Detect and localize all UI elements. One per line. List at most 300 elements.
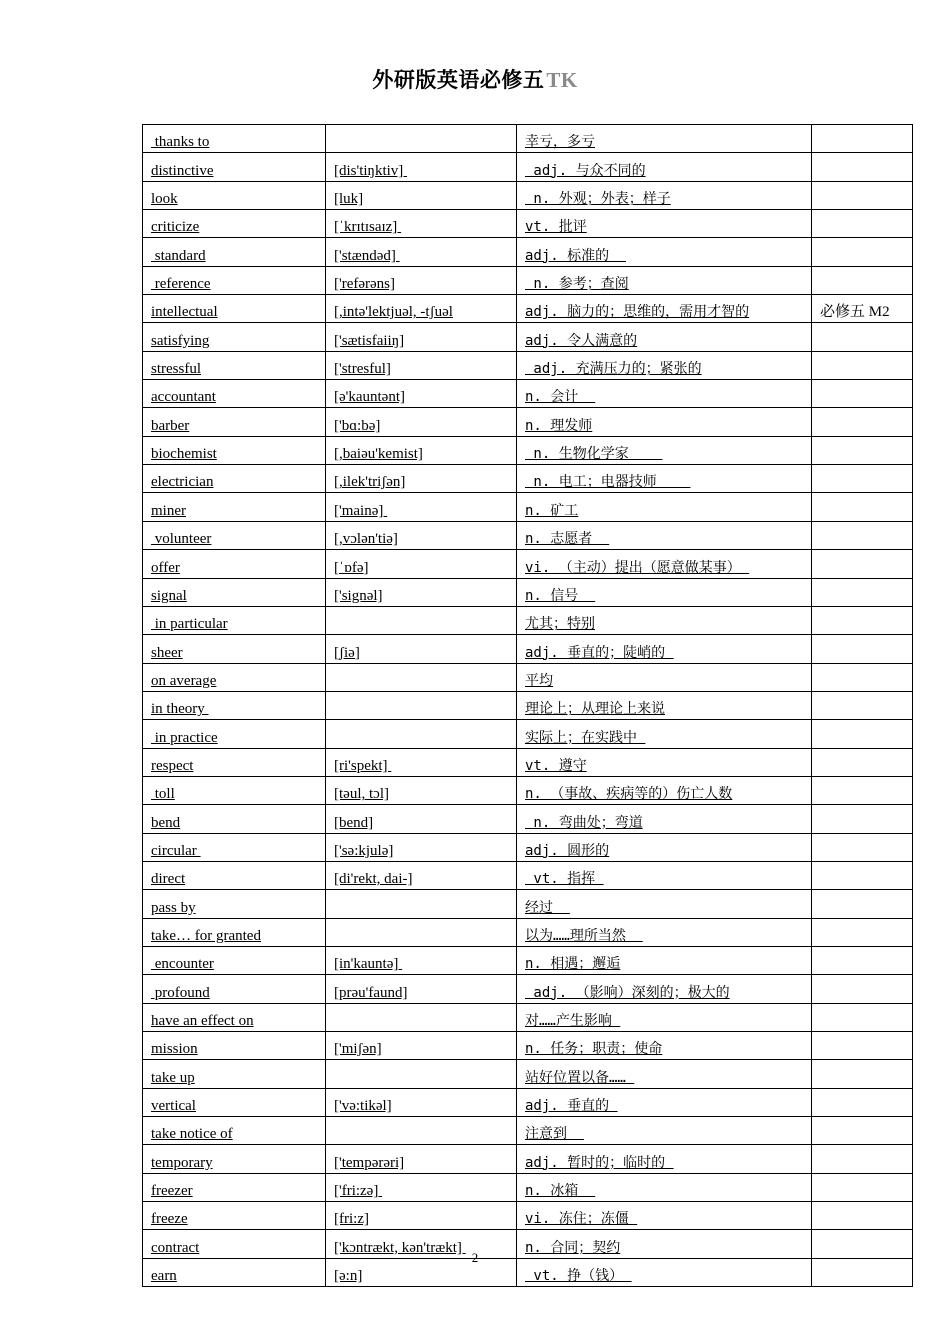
vocab-meaning-cell: [517, 436, 812, 464]
vocab-phonetic-cell: [326, 861, 517, 889]
vocab-word-cell: [143, 946, 326, 974]
vocab-note-cell: [812, 1003, 913, 1031]
vocab-phonetic-cell: [326, 776, 517, 804]
vocab-phonetic-cell: [326, 890, 517, 918]
vocab-word-cell: [143, 125, 326, 153]
table-row: [143, 1032, 913, 1060]
table-row: [143, 1088, 913, 1116]
vocab-phonetic-cell: [326, 720, 517, 748]
vocab-word: volunteer: [151, 531, 212, 548]
vocab-meaning: n. 冰箱: [525, 1183, 596, 1200]
vocab-phonetic: [luk]: [334, 191, 364, 208]
vocabulary-table: [142, 124, 913, 1287]
vocab-word: contract: [151, 1239, 200, 1256]
table-row: [143, 946, 913, 974]
vocab-meaning-cell: [517, 1202, 812, 1230]
table-row: [143, 1060, 913, 1088]
vocab-word: freeze: [151, 1211, 188, 1228]
vocab-word-cell: [143, 408, 326, 436]
vocab-meaning-cell: [517, 890, 812, 918]
table-row: [143, 720, 913, 748]
vocab-phonetic-cell: [326, 266, 517, 294]
vocab-meaning-cell: [517, 918, 812, 946]
vocab-meaning: 对……产生影响: [525, 1013, 621, 1029]
vocab-meaning-cell: [517, 1117, 812, 1145]
vocab-note-cell: [812, 125, 913, 153]
vocab-note-cell: [812, 975, 913, 1003]
vocab-phonetic: [təul, tɔl]: [334, 786, 389, 803]
vocab-phonetic-cell: [326, 521, 517, 549]
vocab-note-cell: [812, 1117, 913, 1145]
vocab-word: take… for granted: [151, 927, 261, 944]
vocab-word: toll: [151, 786, 175, 803]
vocab-word: biochemist: [151, 446, 217, 463]
vocab-word-cell: [143, 323, 326, 351]
vocab-word-cell: [143, 210, 326, 238]
vocab-word: barber: [151, 417, 190, 434]
vocab-meaning: vt. 挣（钱）: [525, 1268, 632, 1285]
vocab-phonetic-cell: [326, 1117, 517, 1145]
vocab-word: distinctive: [151, 162, 214, 179]
vocab-phonetic-cell: [326, 1003, 517, 1031]
vocab-meaning-cell: [517, 1088, 812, 1116]
vocab-word-cell: [143, 1145, 326, 1173]
vocab-word: circular: [151, 842, 201, 859]
vocab-phonetic-cell: [326, 125, 517, 153]
vocab-word-cell: [143, 493, 326, 521]
vocab-word: encounter: [151, 956, 214, 973]
vocab-phonetic: ['mainə]: [334, 502, 388, 519]
vocab-meaning: 以为……理所当然: [525, 927, 643, 944]
table-row: [143, 1202, 913, 1230]
vocab-phonetic-cell: [326, 1202, 517, 1230]
vocab-phonetic: ['miʃən]: [334, 1041, 382, 1058]
vocab-word: in theory: [151, 701, 209, 718]
vocab-phonetic-cell: [326, 181, 517, 209]
table-row: [143, 521, 913, 549]
vocab-phonetic: [ˈɒfə]: [334, 559, 369, 576]
vocab-word: take up: [151, 1069, 195, 1086]
vocab-meaning: vt. 指挥: [525, 871, 604, 888]
vocab-phonetic: [ʃiə]: [334, 644, 360, 661]
vocab-phonetic-cell: [326, 805, 517, 833]
vocab-meaning-cell: [517, 578, 812, 606]
vocab-phonetic: [,vɔlən'tiə]: [334, 531, 398, 548]
vocab-word-cell: [143, 351, 326, 379]
vocab-meaning-cell: [517, 550, 812, 578]
vocab-note-cell: [812, 691, 913, 719]
vocab-note-cell: [812, 1088, 913, 1116]
vocab-meaning-cell: [517, 153, 812, 181]
vocab-phonetic: [ˈkrɪtɪsaɪz]: [334, 219, 402, 236]
vocab-phonetic-cell: [326, 918, 517, 946]
vocab-word-cell: [143, 776, 326, 804]
vocab-meaning: n. 参考；查阅: [525, 276, 629, 293]
vocab-meaning-cell: [517, 125, 812, 153]
vocab-word: pass by: [151, 899, 196, 916]
table-row: [143, 606, 913, 634]
vocab-phonetic-cell: [326, 408, 517, 436]
vocab-phonetic-cell: [326, 975, 517, 1003]
table-row: [143, 380, 913, 408]
vocab-phonetic: [di'rekt, dai-]: [334, 871, 413, 888]
vocab-meaning: n. 会计: [525, 389, 596, 406]
vocab-meaning-cell: [517, 1173, 812, 1201]
vocab-word-cell: [143, 578, 326, 606]
vocab-meaning-cell: [517, 408, 812, 436]
vocab-meaning-cell: [517, 1145, 812, 1173]
table-row: [143, 1145, 913, 1173]
table-row: [143, 266, 913, 294]
vocab-meaning-cell: [517, 351, 812, 379]
vocab-note-cell: [812, 181, 913, 209]
vocab-meaning: n. 信号: [525, 587, 596, 604]
vocab-phonetic: [prəu'faund]: [334, 984, 408, 1001]
vocab-note-cell: [812, 351, 913, 379]
vocab-note-cell: [812, 1173, 913, 1201]
table-row: [143, 861, 913, 889]
vocab-note-cell: [812, 833, 913, 861]
vocab-note-cell: [812, 493, 913, 521]
vocabulary-table-body: [143, 125, 913, 1287]
vocab-word: reference: [151, 276, 211, 293]
vocab-meaning-cell: [517, 975, 812, 1003]
vocab-meaning: 幸亏，多亏: [525, 134, 595, 151]
vocab-meaning-cell: [517, 776, 812, 804]
vocab-note-cell: [812, 776, 913, 804]
vocab-meaning-cell: [517, 266, 812, 294]
vocab-phonetic-cell: [326, 465, 517, 493]
vocab-note-cell: [812, 1032, 913, 1060]
vocab-note-cell: [812, 210, 913, 238]
vocab-word: intellectual: [151, 304, 218, 321]
vocab-word-cell: [143, 465, 326, 493]
vocab-note-cell: [812, 918, 913, 946]
vocab-word-cell: [143, 550, 326, 578]
vocab-phonetic: ['sætisfaiiŋ]: [334, 332, 405, 349]
vocab-word: earn: [151, 1268, 177, 1285]
vocab-word-cell: [143, 1088, 326, 1116]
vocab-meaning: adj. 令人满意的: [525, 332, 638, 349]
vocab-word: bend: [151, 814, 181, 831]
vocab-meaning-cell: [517, 946, 812, 974]
vocab-word: electrician: [151, 474, 214, 491]
table-row: [143, 1173, 913, 1201]
vocab-meaning-cell: [517, 805, 812, 833]
vocab-meaning: n. 电工；电器技师: [525, 474, 691, 491]
table-row: [143, 125, 913, 153]
vocab-meaning-cell: [517, 465, 812, 493]
vocab-word: in particular: [151, 616, 228, 633]
vocab-word: in practice: [151, 729, 218, 746]
vocab-meaning-cell: [517, 323, 812, 351]
vocab-word: direct: [151, 871, 186, 888]
vocab-meaning: n. 外观；外表；样子: [525, 191, 671, 208]
table-row: [143, 776, 913, 804]
vocab-word-cell: [143, 238, 326, 266]
vocab-meaning: adj. 脑力的；思维的，需用才智的: [525, 304, 750, 321]
vocab-phonetic: [dis'tiŋktiv]: [334, 162, 408, 179]
vocab-word-cell: [143, 805, 326, 833]
vocab-phonetic-cell: [326, 295, 517, 323]
vocab-note-cell: [812, 465, 913, 493]
table-row: [143, 436, 913, 464]
vocab-meaning: vt. 批评: [525, 219, 587, 236]
vocab-meaning: n. 生物化学家: [525, 446, 663, 463]
vocab-phonetic-cell: [326, 153, 517, 181]
vocab-word-cell: [143, 295, 326, 323]
vocab-phonetic: ['stresful]: [334, 361, 391, 378]
vocab-meaning-cell: [517, 663, 812, 691]
vocab-word-cell: [143, 663, 326, 691]
vocab-word: on average: [151, 672, 217, 689]
vocab-meaning-cell: [517, 606, 812, 634]
vocab-note-cell: [812, 946, 913, 974]
vocab-word-cell: [143, 181, 326, 209]
vocab-note-cell: [812, 436, 913, 464]
table-row: [143, 210, 913, 238]
vocab-word-cell: [143, 1202, 326, 1230]
vocab-phonetic-cell: [326, 748, 517, 776]
vocab-note-cell: [812, 1060, 913, 1088]
vocab-phonetic-cell: [326, 323, 517, 351]
vocab-meaning-cell: [517, 238, 812, 266]
vocab-note-cell: [812, 521, 913, 549]
vocab-phonetic-cell: [326, 606, 517, 634]
vocab-phonetic: [,ilek'triʃən]: [334, 474, 406, 491]
table-row: [143, 748, 913, 776]
vocab-phonetic: ['bɑ:bə]: [334, 417, 381, 434]
table-row: [143, 691, 913, 719]
table-row: [143, 238, 913, 266]
vocab-meaning-cell: [517, 380, 812, 408]
vocab-word: stressful: [151, 361, 201, 378]
vocab-word-cell: [143, 833, 326, 861]
table-row: [143, 890, 913, 918]
vocab-phonetic: [ri'spekt]: [334, 757, 392, 774]
table-row: [143, 918, 913, 946]
vocab-word-cell: [143, 380, 326, 408]
vocab-meaning-cell: [517, 1003, 812, 1031]
table-row: [143, 181, 913, 209]
vocab-meaning: 平均: [525, 672, 553, 689]
vocab-meaning: adj. 充满压力的；紧张的: [525, 361, 702, 378]
table-row: [143, 805, 913, 833]
vocab-phonetic: ['stændəd]: [334, 247, 400, 264]
title-main: 外研版英语必修五: [372, 68, 545, 92]
page-title: [0, 64, 950, 94]
vocab-note-cell: [812, 408, 913, 436]
vocab-word: miner: [151, 502, 186, 519]
vocab-meaning-cell: [517, 521, 812, 549]
table-row: [143, 153, 913, 181]
vocab-meaning: 理论上；从理论上来说: [525, 701, 665, 718]
vocab-word: vertical: [151, 1098, 196, 1115]
vocab-word-cell: [143, 691, 326, 719]
vocab-word-cell: [143, 918, 326, 946]
vocab-word: standard: [151, 247, 206, 264]
vocab-phonetic: [bend]: [334, 814, 374, 831]
vocab-word-cell: [143, 861, 326, 889]
vocab-meaning: n. （事故、疾病等的）伤亡人数: [525, 786, 733, 803]
vocab-word-cell: [143, 720, 326, 748]
table-row: [143, 465, 913, 493]
vocab-word: respect: [151, 757, 194, 774]
vocab-word: take notice of: [151, 1126, 233, 1143]
vocab-phonetic-cell: [326, 578, 517, 606]
vocab-note-cell: [812, 295, 913, 323]
vocab-phonetic: [,intə'lektjuəl, -tʃuəl: [334, 304, 453, 321]
vocab-word: accountant: [151, 389, 216, 406]
table-row: [143, 323, 913, 351]
vocab-phonetic-cell: [326, 635, 517, 663]
vocab-meaning: n. 矿工: [525, 502, 579, 519]
vocab-note-cell: [812, 323, 913, 351]
vocab-phonetic: ['tempərəri]: [334, 1154, 405, 1171]
vocab-meaning: 实际上；在实践中: [525, 729, 646, 746]
vocab-word: satisfying: [151, 332, 210, 349]
vocab-meaning-cell: [517, 635, 812, 663]
vocab-meaning: adj. 垂直的；陡峭的: [525, 644, 674, 661]
vocab-meaning-cell: [517, 210, 812, 238]
vocab-phonetic: [,baiəu'kemist]: [334, 446, 423, 463]
vocab-meaning: adj. 垂直的: [525, 1098, 618, 1115]
vocab-meaning-cell: [517, 493, 812, 521]
vocab-meaning-cell: [517, 1060, 812, 1088]
vocab-word-cell: [143, 975, 326, 1003]
vocab-note-cell: [812, 805, 913, 833]
vocab-phonetic-cell: [326, 493, 517, 521]
vocab-meaning: n. 理发师: [525, 417, 593, 434]
vocab-phonetic-cell: [326, 436, 517, 464]
vocab-meaning: 尤其；特别: [525, 616, 595, 633]
vocab-phonetic-cell: [326, 663, 517, 691]
table-row: [143, 578, 913, 606]
vocab-word: sheer: [151, 644, 183, 661]
vocab-meaning-cell: [517, 861, 812, 889]
vocab-word-cell: [143, 635, 326, 663]
page-number: 2: [471, 1250, 479, 1265]
table-row: [143, 1003, 913, 1031]
vocab-meaning-cell: [517, 720, 812, 748]
vocab-meaning-cell: [517, 748, 812, 776]
vocab-meaning: adj. 与众不同的: [525, 162, 646, 179]
vocab-word: thanks to: [151, 134, 210, 151]
vocab-phonetic-cell: [326, 1032, 517, 1060]
vocab-note: 必修五 M2: [820, 304, 890, 321]
vocab-meaning: 注意到: [525, 1126, 584, 1143]
vocab-meaning: adj. 标准的: [525, 247, 627, 264]
vocab-meaning: n. 弯曲处；弯道: [525, 814, 643, 831]
vocab-phonetic-cell: [326, 946, 517, 974]
vocab-word-cell: [143, 521, 326, 549]
vocab-note-cell: [812, 720, 913, 748]
vocab-word-cell: [143, 153, 326, 181]
vocab-phonetic-cell: [326, 1145, 517, 1173]
vocab-word: criticize: [151, 219, 200, 236]
vocab-word-cell: [143, 1060, 326, 1088]
vocab-word: offer: [151, 559, 180, 576]
vocab-note-cell: [812, 890, 913, 918]
vocab-word-cell: [143, 1173, 326, 1201]
vocab-phonetic-cell: [326, 1173, 517, 1201]
table-row: [143, 635, 913, 663]
vocab-word-cell: [143, 606, 326, 634]
vocab-word: profound: [151, 984, 210, 1001]
vocab-phonetic: ['sə:kjulə]: [334, 842, 394, 859]
vocab-note-cell: [812, 635, 913, 663]
vocab-word: signal: [151, 587, 187, 604]
vocab-phonetic-cell: [326, 1088, 517, 1116]
vocab-phonetic: ['refərəns]: [334, 276, 395, 293]
vocab-phonetic: [in'kauntə]: [334, 956, 403, 973]
vocab-meaning: n. 合同；契约: [525, 1239, 621, 1256]
vocab-phonetic: [fri:z]: [334, 1211, 369, 1228]
table-row: [143, 408, 913, 436]
vocab-phonetic: [ə:n]: [334, 1268, 363, 1285]
vocab-meaning: vi. （主动）提出（愿意做某事）: [525, 559, 750, 576]
vocab-note-cell: [812, 1145, 913, 1173]
vocab-meaning: 经过: [525, 899, 570, 916]
vocab-phonetic: ['fri:zə]: [334, 1183, 383, 1200]
vocab-phonetic-cell: [326, 210, 517, 238]
vocab-meaning-cell: [517, 181, 812, 209]
vocab-phonetic-cell: [326, 691, 517, 719]
vocab-word: have an effect on: [151, 1013, 254, 1029]
table-row: [143, 550, 913, 578]
vocab-note-cell: [812, 153, 913, 181]
vocab-word-cell: [143, 890, 326, 918]
vocab-note-cell: [812, 1202, 913, 1230]
table-row: [143, 833, 913, 861]
vocab-phonetic: [ə'kauntənt]: [334, 389, 406, 406]
vocab-meaning-cell: [517, 295, 812, 323]
table-row: [143, 493, 913, 521]
table-row: [143, 975, 913, 1003]
vocab-meaning: adj. （影响）深刻的；极大的: [525, 984, 730, 1001]
vocab-phonetic-cell: [326, 380, 517, 408]
vocab-meaning: n. 任务；职责；使命: [525, 1041, 663, 1058]
vocab-note-cell: [812, 861, 913, 889]
title-suffix: TK: [546, 68, 578, 92]
vocab-note-cell: [812, 606, 913, 634]
vocab-meaning: n. 相遇；邂逅: [525, 956, 621, 973]
vocab-note-cell: [812, 748, 913, 776]
vocab-word: temporary: [151, 1154, 213, 1171]
vocab-word-cell: [143, 748, 326, 776]
vocab-word: look: [151, 191, 178, 208]
vocab-phonetic-cell: [326, 238, 517, 266]
vocab-note-cell: [812, 663, 913, 691]
vocab-meaning: n. 志愿者: [525, 531, 610, 548]
vocab-note-cell: [812, 380, 913, 408]
vocab-word-cell: [143, 1032, 326, 1060]
vocab-phonetic-cell: [326, 550, 517, 578]
vocab-phonetic: ['kɔntrækt, kən'trækt]: [334, 1239, 466, 1256]
vocab-note-cell: [812, 550, 913, 578]
vocab-note-cell: [812, 238, 913, 266]
vocab-meaning: vi. 冻住；冻僵: [525, 1211, 638, 1228]
vocab-meaning: adj. 暂时的；临时的: [525, 1154, 674, 1171]
vocab-phonetic: ['və:tikəl]: [334, 1098, 392, 1115]
vocab-phonetic-cell: [326, 833, 517, 861]
vocab-meaning-cell: [517, 691, 812, 719]
vocab-meaning: vt. 遵守: [525, 757, 587, 774]
vocab-meaning-cell: [517, 833, 812, 861]
table-row: [143, 1117, 913, 1145]
table-row: [143, 663, 913, 691]
vocab-word-cell: [143, 1117, 326, 1145]
